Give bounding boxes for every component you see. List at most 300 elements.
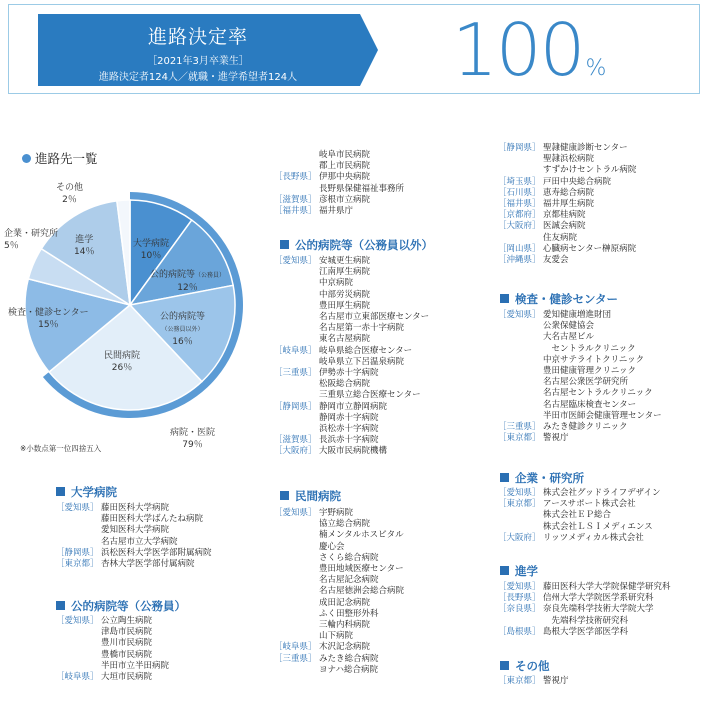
- list-item: [274, 290, 429, 301]
- section-square-icon: [280, 240, 289, 249]
- prefecture-label: ［愛知県］: [498, 310, 541, 320]
- label-adv-name: 進学: [75, 235, 94, 245]
- prefecture-label: ［東京都］: [498, 499, 541, 510]
- list-item: [498, 422, 662, 433]
- prefecture-label: [274, 161, 319, 172]
- list-item: [498, 433, 662, 444]
- institution-name: 愛知医科大学病院: [101, 525, 170, 536]
- bullet-dot-icon: [22, 154, 31, 163]
- institution-name: 福井厚生病院: [543, 199, 595, 210]
- institution-name: 長浜赤十字病院: [319, 435, 379, 446]
- label-public2-note: （公務員以外）: [161, 326, 204, 333]
- institution-name: 公立陶生病院: [101, 616, 153, 626]
- list-item: [274, 665, 404, 676]
- list-public2: [274, 256, 429, 458]
- institution-name: 警視庁: [543, 433, 569, 444]
- list-item: [498, 377, 662, 388]
- prefecture-label: [56, 537, 101, 548]
- prefecture-label: [274, 312, 319, 323]
- list-item: [498, 366, 662, 377]
- prefecture-label: [274, 278, 319, 289]
- list-item: [274, 323, 429, 334]
- institution-name: 杏林大学医学部付属病院: [101, 559, 195, 570]
- rounding-note: ※小数点第一位四捨五入: [20, 444, 102, 453]
- institution-name: 津島市民病院: [101, 627, 153, 638]
- list-item: [498, 510, 660, 521]
- institution-name: 戸田中央総合病院: [543, 176, 612, 187]
- institution-name: 先端科学技術研究科: [543, 615, 629, 626]
- list-item: [498, 143, 636, 154]
- prefecture-label: ［愛知県］: [274, 256, 317, 266]
- institution-name: 岐阜県立下呂温泉病院: [319, 356, 405, 367]
- institution-name: 中部労災病院: [319, 289, 371, 300]
- prefecture-label: [274, 290, 319, 301]
- institution-name: 名古屋公衆医学研究所: [543, 377, 629, 388]
- list-item: [274, 586, 404, 597]
- list-item: [56, 548, 212, 559]
- label-other-value: 2％: [62, 195, 77, 205]
- institution-name: 信州大学大学院医学系研究科: [543, 593, 654, 604]
- institution-name: 株式会社グッドライフデザイン: [543, 488, 661, 498]
- list-item: [498, 188, 636, 199]
- institution-name: すずかけセントラル病院: [543, 165, 637, 176]
- list-item: [274, 508, 404, 519]
- institution-name: ヨナハ総合病院: [319, 664, 378, 675]
- list-item: [274, 184, 404, 195]
- prefecture-label: [274, 519, 319, 530]
- prefecture-label: ［大阪府］: [498, 532, 541, 543]
- list-item: [274, 575, 404, 586]
- list-item: [498, 165, 636, 176]
- section-title: 公的病院等（公務員以外）: [295, 238, 433, 252]
- list-item: [498, 244, 636, 255]
- prefecture-label: [274, 334, 319, 345]
- list-item: [498, 310, 662, 321]
- list-corp: [498, 488, 660, 544]
- prefecture-label: [274, 530, 319, 541]
- list-item: [274, 334, 429, 345]
- institution-name: 大垣市民病院: [101, 672, 153, 683]
- institution-name: 株式会社ＬＳＩメディエンス: [543, 521, 653, 532]
- institution-name: セントラルクリニック: [543, 343, 636, 354]
- list-item: [274, 446, 429, 457]
- institution-name: アースサポート株式会社: [543, 499, 636, 510]
- list-item: [498, 522, 660, 533]
- prefecture-label: [498, 321, 543, 332]
- label-public2-value: 16％: [172, 337, 193, 347]
- institution-name: 協立総合病院: [319, 519, 371, 530]
- list-item: [274, 564, 404, 575]
- rate-unit: %: [585, 56, 605, 81]
- prefecture-label: ［大阪府］: [498, 221, 541, 232]
- institution-name: 心臓病センター榊原病院: [543, 243, 637, 254]
- institution-name: 浜松赤十字病院: [319, 424, 379, 435]
- prefecture-label: ［愛知県］: [498, 582, 541, 592]
- list-item: [274, 620, 404, 631]
- prefecture-label: [274, 390, 319, 401]
- label-adv: [74, 234, 94, 258]
- list-item: [274, 267, 429, 278]
- institution-name: 藤田医科大学病院: [101, 503, 170, 513]
- list-item: [498, 210, 636, 221]
- institution-name: 藤田医科大学ばんたね病院: [101, 514, 204, 525]
- prefecture-label: ［愛知県］: [498, 488, 541, 498]
- prefecture-label: [274, 323, 319, 334]
- prefecture-label: [498, 154, 543, 165]
- label-public1-note: （公務員）: [195, 272, 226, 279]
- prefecture-label: ［東京都］: [498, 676, 541, 686]
- list-item: [274, 530, 404, 541]
- banner-title: 進路決定率: [147, 26, 248, 48]
- institution-name: 名古屋第一赤十字病院: [319, 323, 405, 334]
- prefecture-label: ［大阪府］: [274, 446, 317, 457]
- prefecture-label: [56, 661, 101, 672]
- list-item: [498, 676, 569, 687]
- institution-name: 中京病院: [319, 278, 354, 289]
- label-public1: [150, 269, 225, 294]
- list-item: [274, 150, 404, 161]
- list-public1-part2: [274, 150, 404, 217]
- list-item: [274, 357, 429, 368]
- list-item: [56, 672, 169, 683]
- institution-name: 名古屋セントラルクリニック: [543, 388, 653, 399]
- section-square-icon: [56, 487, 65, 496]
- list-item: [498, 332, 662, 343]
- prefecture-label: [274, 609, 319, 620]
- institution-name: 木沢記念病院: [319, 642, 371, 653]
- prefecture-label: [274, 424, 319, 435]
- list-item: [56, 638, 169, 649]
- institution-name: 豊田健康管理クリニック: [543, 366, 636, 377]
- prefecture-label: [274, 413, 319, 424]
- institution-name: 岐阜県総合医療センター: [319, 345, 413, 356]
- prefecture-label: ［三重県］: [498, 422, 541, 433]
- prefecture-label: ［東京都］: [498, 433, 541, 444]
- list-item: [498, 593, 671, 604]
- prefecture-label: [274, 665, 319, 676]
- institution-name: 岐阜市民病院: [319, 150, 371, 160]
- institution-name: 聖隷浜松病院: [543, 154, 595, 165]
- list-item: [274, 346, 429, 357]
- list-item: [274, 312, 429, 323]
- list-item: [498, 199, 636, 210]
- prefecture-label: [498, 355, 543, 366]
- list-other: [498, 676, 569, 687]
- institution-name: 郡上市民病院: [319, 161, 371, 172]
- prefecture-label: ［東京都］: [56, 559, 99, 570]
- list-item: [274, 424, 429, 435]
- list-private-part1: [274, 508, 404, 676]
- prefecture-label: [274, 357, 319, 368]
- list-item: [498, 221, 636, 232]
- prefecture-label: [498, 411, 543, 422]
- prefecture-label: ［静岡県］: [498, 143, 541, 153]
- prefecture-label: [498, 616, 543, 627]
- institution-name: 株式会社ＥＰ総合: [543, 510, 612, 521]
- institution-name: ふく田整形外科: [319, 608, 379, 619]
- list-item: [274, 519, 404, 530]
- prefecture-label: [274, 301, 319, 312]
- institution-name: 豊川市民病院: [101, 638, 153, 649]
- label-univ: [133, 238, 169, 262]
- prefecture-label: ［岐阜県］: [274, 345, 317, 356]
- label-exam-name: 検査・健診センター: [8, 308, 89, 318]
- label-hospital-group: [170, 427, 215, 451]
- prefecture-label: [274, 150, 319, 161]
- prefecture-label: [56, 650, 101, 661]
- institution-name: 伊那中央病院: [319, 172, 371, 183]
- prefecture-label: [498, 522, 543, 533]
- prefecture-label: [274, 598, 319, 609]
- institution-name: 三輪内科病院: [319, 620, 371, 631]
- list-item: [56, 627, 169, 638]
- label-public2: [160, 311, 205, 348]
- institution-name: 楠メンタルホスピタル: [319, 530, 404, 541]
- prefecture-label: ［岡山県］: [498, 243, 541, 254]
- prefecture-label: [274, 564, 319, 575]
- prefecture-label: [274, 553, 319, 564]
- institution-name: 安城更生病院: [319, 256, 371, 266]
- prefecture-label: [56, 627, 101, 638]
- section-title: 企業・研究所: [515, 471, 584, 485]
- section-heading-univ: [56, 484, 117, 500]
- list-item: [56, 525, 212, 536]
- list-item: [56, 661, 169, 672]
- institution-name: 名古屋市立東部医療センター: [319, 312, 430, 323]
- list-item: [274, 206, 404, 217]
- institution-name: 彦根市立病院: [319, 194, 371, 205]
- prefecture-label: ［沖縄県］: [498, 255, 541, 266]
- prefecture-label: [498, 366, 543, 377]
- list-item: [274, 256, 429, 267]
- section-title: 大学病院: [71, 485, 117, 499]
- section-title: 民間病院: [295, 489, 341, 503]
- section-square-icon: [56, 601, 65, 610]
- prefecture-label: [498, 344, 543, 355]
- list-item: [56, 503, 212, 514]
- institution-name: 松阪総合病院: [319, 379, 371, 390]
- list-item: [274, 278, 429, 289]
- section-title: 公的病院等（公務員）: [71, 599, 186, 613]
- institution-name: 江南厚生病院: [319, 267, 371, 278]
- rate-display: [452, 10, 604, 109]
- list-item: [274, 161, 404, 172]
- list-item: [498, 411, 662, 422]
- section-square-icon: [500, 661, 509, 670]
- section-title: 検査・健診センター: [515, 292, 619, 306]
- list-item: [498, 355, 662, 366]
- institution-name: 大阪市民病院機構: [319, 446, 388, 457]
- prefecture-label: [274, 267, 319, 278]
- institution-name: 名古屋市立大学病院: [101, 536, 178, 547]
- label-private-value: 26％: [111, 363, 133, 373]
- list-item: [274, 435, 429, 446]
- institution-name: 恵寿総合病院: [543, 187, 595, 198]
- institution-name: 大名古屋ビル: [543, 332, 595, 343]
- prefecture-label: [498, 388, 543, 399]
- label-univ-value: 10％: [140, 251, 162, 261]
- prefecture-label: ［福井県］: [498, 199, 541, 210]
- section-heading-private: [280, 488, 341, 504]
- section-square-icon: [280, 491, 289, 500]
- label-public1-value: 12％: [177, 283, 198, 293]
- label-private-name: 民間病院: [104, 351, 141, 361]
- label-hospital-group-value: 79％: [182, 440, 203, 450]
- institution-name: 慶心会: [319, 541, 345, 552]
- prefecture-label: ［静岡県］: [274, 401, 317, 412]
- label-corp-value: 5％: [4, 241, 19, 251]
- rate-number: 100: [452, 8, 584, 92]
- label-hospital-group-name: 病院・医院: [170, 428, 216, 438]
- list-item: [274, 642, 404, 653]
- list-item: [56, 537, 212, 548]
- list-public1-part1: [56, 616, 169, 683]
- label-corp: [4, 228, 58, 252]
- list-item: [498, 344, 662, 355]
- list-item: [274, 631, 404, 642]
- institution-name: 中京サテライトクリニック: [543, 354, 645, 365]
- list-item: [274, 390, 429, 401]
- prefecture-label: [56, 514, 101, 525]
- list-univ: [56, 503, 212, 570]
- institution-name: 聖隷健康診断センター: [543, 143, 628, 153]
- prefecture-label: ［岐阜県］: [56, 672, 99, 683]
- prefecture-label: [498, 332, 543, 343]
- institution-name: 名古屋記念病院: [319, 575, 379, 586]
- institution-name: リッツメディカル株式会社: [543, 532, 644, 543]
- prefecture-label: ［奈良県］: [498, 604, 541, 615]
- institution-name: 三重県立総合医療センター: [319, 390, 421, 401]
- prefecture-label: ［静岡県］: [56, 547, 99, 558]
- list-item: [498, 488, 660, 499]
- section-square-icon: [500, 294, 509, 303]
- prefecture-label: [498, 400, 543, 411]
- list-item: [56, 559, 212, 570]
- section-square-icon: [500, 566, 509, 575]
- list-item: [56, 650, 169, 661]
- institution-name: 京都桂病院: [543, 210, 586, 221]
- list-item: [274, 553, 404, 564]
- list-adv: [498, 582, 671, 638]
- institution-name: 長野県保健福祉事務所: [319, 183, 405, 194]
- prefecture-label: [274, 586, 319, 597]
- institution-name: 警視庁: [543, 676, 569, 686]
- banner-detail: 進路決定者124人／就職・進学希望者124人: [98, 72, 298, 83]
- list-item: [56, 616, 169, 627]
- list-item: [274, 195, 404, 206]
- label-univ-name: 大学病院: [133, 239, 170, 249]
- section-heading-corp: [500, 470, 584, 486]
- list-item: [274, 542, 404, 553]
- prefecture-label: [56, 525, 101, 536]
- section-heading-other: [500, 658, 550, 674]
- institution-name: 住友病院: [543, 232, 578, 243]
- prefecture-label: [498, 377, 543, 388]
- institution-name: 名古屋徳洲会総合病院: [319, 586, 405, 597]
- list-item: [274, 598, 404, 609]
- institution-name: 名古屋臨床検査センター: [543, 399, 637, 410]
- label-public1-name: 公的病院等: [150, 270, 196, 280]
- prefecture-label: ［滋賀県］: [274, 194, 317, 205]
- list-item: [498, 627, 671, 638]
- institution-name: 藤田医科大学大学院保健学研究科: [543, 582, 671, 592]
- list-item: [498, 400, 662, 411]
- prefecture-label: ［愛知県］: [56, 503, 99, 513]
- label-other-name: その他: [56, 183, 84, 193]
- prefecture-label: [56, 638, 101, 649]
- section-heading-public2: [280, 237, 433, 253]
- institution-name: 半田市立半田病院: [101, 660, 170, 671]
- list-item: [274, 413, 429, 424]
- label-exam: [8, 307, 89, 331]
- section-heading-adv: [500, 563, 538, 579]
- label-private: [104, 350, 140, 374]
- prefecture-label: ［滋賀県］: [274, 435, 317, 446]
- institution-name: 福井県庁: [319, 206, 354, 217]
- label-adv-value: 14％: [74, 247, 95, 257]
- institution-name: さくら総合病院: [319, 552, 379, 563]
- list-exam: [498, 310, 662, 444]
- label-public2-name: 公的病院等: [160, 312, 206, 322]
- institution-name: 宇野病院: [319, 508, 354, 518]
- section-title: その他: [515, 659, 550, 673]
- list-item: [274, 301, 429, 312]
- list-item: [498, 582, 671, 593]
- institution-name: 友愛会: [543, 255, 569, 266]
- prefecture-label: ［三重県］: [274, 368, 317, 379]
- list-item: [56, 514, 212, 525]
- institution-name: 豊田厚生病院: [319, 300, 371, 311]
- section-heading-exam: [500, 291, 618, 307]
- list-item: [274, 402, 429, 413]
- institution-name: 豊橋市民病院: [101, 649, 153, 660]
- prefecture-label: [274, 542, 319, 553]
- destinations-heading-text: 進路先一覧: [35, 151, 98, 166]
- institution-name: 愛知健康増進財団: [543, 310, 612, 320]
- list-item: [498, 233, 636, 244]
- label-other: [56, 182, 83, 206]
- institution-name: 医誠会病院: [543, 221, 586, 232]
- prefecture-label: ［岐阜県］: [274, 642, 317, 653]
- list-private-part2: [498, 143, 636, 266]
- prefecture-label: ［愛知県］: [274, 508, 317, 518]
- prefecture-label: ［長野県］: [498, 593, 541, 604]
- prefecture-label: ［三重県］: [274, 653, 317, 664]
- banner-subtitle: ［2021年3月卒業生］: [147, 56, 249, 67]
- prefecture-label: ［長野県］: [274, 172, 317, 183]
- list-item: [498, 604, 671, 615]
- institution-name: 公衆保健協会: [543, 321, 595, 332]
- list-item: [498, 321, 662, 332]
- prefecture-label: ［京都府］: [498, 210, 541, 221]
- institution-name: 奈良先端科学技術大学院大学: [543, 604, 654, 615]
- prefecture-label: [274, 184, 319, 195]
- institution-name: 東名古屋病院: [319, 334, 371, 345]
- list-item: [498, 255, 636, 266]
- list-item: [498, 533, 660, 544]
- list-item: [274, 172, 404, 183]
- prefecture-label: [274, 379, 319, 390]
- list-item: [498, 499, 660, 510]
- prefecture-label: [274, 631, 319, 642]
- list-item: [274, 379, 429, 390]
- prefecture-label: ［埼玉県］: [498, 176, 541, 187]
- list-item: [274, 654, 404, 665]
- prefecture-label: ［石川県］: [498, 187, 541, 198]
- institution-name: 島根大学医学部医学科: [543, 626, 629, 637]
- institution-name: みたき健診クリニック: [543, 422, 628, 433]
- institution-name: みたき総合病院: [319, 653, 379, 664]
